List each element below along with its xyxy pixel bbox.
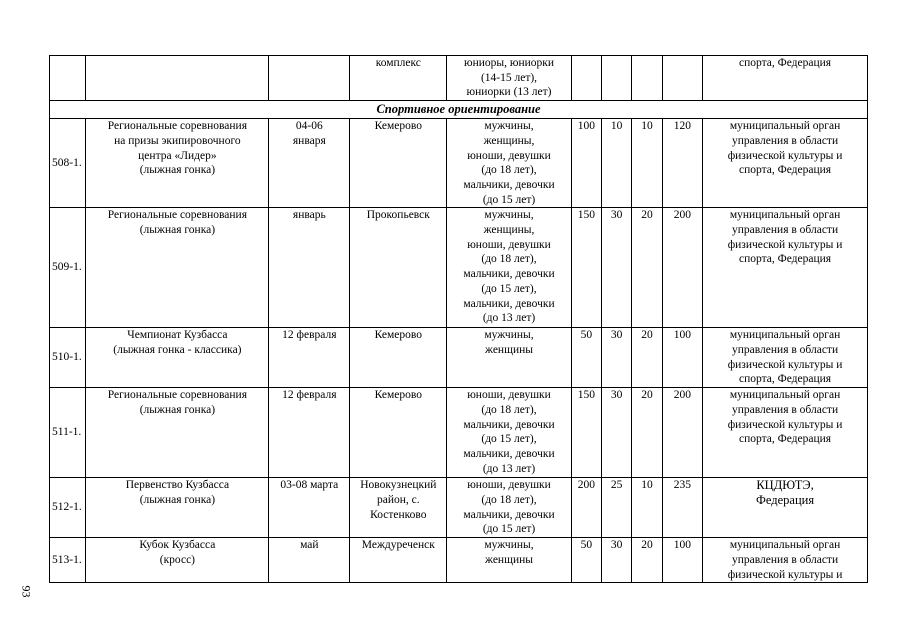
cell-line: Костенково xyxy=(370,508,427,521)
cell-line: Региональные соревнования xyxy=(107,209,247,222)
cell-line: январь xyxy=(292,209,326,222)
cell-line: физической культуры и xyxy=(727,568,843,581)
cell-count: 30 xyxy=(602,388,632,478)
cell-name xyxy=(86,119,269,208)
cell-line: юноши, девушки xyxy=(467,479,551,492)
cell-line: физической культуры и xyxy=(727,358,843,371)
cell-count: 20 xyxy=(632,538,662,583)
cell-organizer xyxy=(703,56,868,101)
cell-line: Междуреченск xyxy=(361,539,435,552)
cell-line: управления в области xyxy=(732,404,839,417)
cell-line: (кросс) xyxy=(159,554,196,567)
cell-line: (до 13 лет) xyxy=(482,312,536,325)
cell-line: юниоры, юниорки xyxy=(463,57,555,69)
cell-line: 12 февраля xyxy=(282,389,337,402)
cell-line: (лыжная гонка) xyxy=(139,404,216,417)
cell-place xyxy=(350,388,447,478)
cell-line: 12 февраля xyxy=(282,329,337,342)
cell-num: 509-1. xyxy=(50,208,86,328)
cell-line: спорта, Федерация xyxy=(739,57,832,69)
cell-line: управления в области xyxy=(732,554,839,567)
cell-date xyxy=(269,478,350,538)
cell-name xyxy=(86,208,269,328)
section-row xyxy=(50,101,868,119)
cell-total: 120 xyxy=(662,119,702,208)
cell-num: 508-1. xyxy=(50,119,86,208)
cell-line: (до 18 лет), xyxy=(481,404,537,417)
cell-line: мужчины, xyxy=(484,120,534,133)
cell-total xyxy=(662,56,702,101)
cell-participants xyxy=(447,328,571,388)
cell-organizer xyxy=(703,388,868,478)
cell-line: мужчины, xyxy=(484,209,534,222)
cell-line: мальчики, девочки xyxy=(463,418,555,431)
cell-num: 512-1. xyxy=(50,478,86,538)
cell-line: юноши, девушки xyxy=(467,238,551,251)
cell-date xyxy=(269,208,350,328)
cell-count: 30 xyxy=(602,538,632,583)
cell-count: 30 xyxy=(602,328,632,388)
cell-participants xyxy=(447,538,571,583)
cell-name xyxy=(86,538,269,583)
cell-line: физической культуры и xyxy=(727,149,843,162)
cell-name xyxy=(86,388,269,478)
cell-line: женщины xyxy=(485,554,533,567)
cell-line: юноши, девушки xyxy=(467,149,551,162)
table-row xyxy=(50,478,868,538)
cell-line: Кемерово xyxy=(374,120,422,133)
cell-line: май xyxy=(300,539,319,552)
cell-name xyxy=(86,328,269,388)
cell-line: центра «Лидер» xyxy=(138,149,217,162)
cell-count: 10 xyxy=(632,119,662,208)
cell-line: мужчины, xyxy=(484,329,534,342)
cell-line: Кемерово xyxy=(374,389,422,402)
cell-count: 10 xyxy=(632,478,662,538)
cell-count: 30 xyxy=(602,208,632,328)
cell-place xyxy=(350,328,447,388)
cell-place xyxy=(350,478,447,538)
table-row-continued xyxy=(50,56,868,101)
cell-total: 200 xyxy=(662,208,702,328)
cell-line: (лыжная гонка - классика) xyxy=(113,344,242,357)
cell-line: (до 18 лет), xyxy=(481,164,537,177)
cell-date xyxy=(269,328,350,388)
cell-organizer xyxy=(703,538,868,583)
cell-line: (лыжная гонка) xyxy=(139,224,216,237)
cell-line: юноши, девушки xyxy=(467,389,551,402)
table-row xyxy=(50,328,868,388)
cell-line: Кемерово xyxy=(374,329,422,342)
cell-line: мальчики, девочки xyxy=(463,508,555,521)
cell-line: (до 15 лет) xyxy=(482,523,536,536)
cell-line: Первенство Кузбасса xyxy=(125,479,230,492)
cell-line: 04-06 xyxy=(295,120,323,133)
cell-num xyxy=(50,56,86,101)
cell-line: физической культуры и xyxy=(727,238,843,251)
cell-num: 510-1. xyxy=(50,328,86,388)
cell-total: 100 xyxy=(662,538,702,583)
table-row xyxy=(50,538,868,583)
cell-organizer xyxy=(703,478,868,538)
cell-count: 150 xyxy=(571,208,601,328)
cell-line: (до 15 лет) xyxy=(482,193,536,206)
events-table xyxy=(49,55,868,583)
cell-line: женщины, xyxy=(483,224,535,237)
cell-line: (до 18 лет), xyxy=(481,253,537,266)
cell-line: (до 13 лет) xyxy=(482,462,536,475)
cell-count: 150 xyxy=(571,388,601,478)
cell-line: спорта, Федерация xyxy=(739,433,832,446)
cell-line: Региональные соревнования xyxy=(107,120,247,133)
cell-line: (лыжная гонка) xyxy=(139,494,216,507)
cell-line: мальчики, девочки xyxy=(463,268,555,281)
cell-participants xyxy=(447,478,571,538)
cell-line: (до 15 лет), xyxy=(481,282,537,295)
cell-total: 235 xyxy=(662,478,702,538)
cell-participants xyxy=(447,119,571,208)
cell-count: 50 xyxy=(571,328,601,388)
cell-line: район, с. xyxy=(376,494,420,507)
cell-organizer xyxy=(703,328,868,388)
cell-organizer xyxy=(703,119,868,208)
cell-count xyxy=(632,56,662,101)
cell-count xyxy=(571,56,601,101)
cell-line: мальчики, девочки xyxy=(463,448,555,461)
cell-name xyxy=(86,56,269,101)
cell-line: мальчики, девочки xyxy=(463,297,555,310)
cell-place: комплекс xyxy=(350,56,447,101)
cell-num: 511-1. xyxy=(50,388,86,478)
cell-line: управления в области xyxy=(732,344,839,357)
cell-line: (до 15 лет), xyxy=(481,433,537,446)
cell-count: 20 xyxy=(632,208,662,328)
cell-line: муниципальный орган xyxy=(729,389,841,402)
cell-line: Кубок Кузбасса xyxy=(139,539,216,552)
table-row xyxy=(50,388,868,478)
cell-line: января xyxy=(292,134,326,147)
cell-line: (14-15 лет), xyxy=(480,71,538,84)
cell-line: муниципальный орган xyxy=(729,209,841,222)
cell-line: спорта, Федерация xyxy=(739,164,832,177)
cell-line: женщины xyxy=(485,344,533,357)
cell-participants xyxy=(447,208,571,328)
cell-count: 20 xyxy=(632,328,662,388)
cell-line: Федерация xyxy=(756,493,815,508)
cell-num: 513-1. xyxy=(50,538,86,583)
cell-name xyxy=(86,478,269,538)
cell-line: КЦДЮТЭ, xyxy=(756,478,814,493)
cell-date xyxy=(269,538,350,583)
cell-line: Региональные соревнования xyxy=(107,389,247,402)
cell-line: юниорки (13 лет) xyxy=(466,86,552,99)
cell-count: 25 xyxy=(602,478,632,538)
cell-line: (лыжная гонка) xyxy=(139,164,216,177)
cell-line: Чемпионат Кузбасса xyxy=(127,329,228,342)
cell-line: управления в области xyxy=(732,224,839,237)
page-number: 93 xyxy=(19,585,34,598)
cell-participants xyxy=(447,388,571,478)
cell-place xyxy=(350,208,447,328)
cell-line: управления в области xyxy=(732,134,839,147)
cell-line: спорта, Федерация xyxy=(739,373,832,386)
cell-line: спорта, Федерация xyxy=(739,253,832,266)
cell-line: физической культуры и xyxy=(727,418,843,431)
cell-line: муниципальный орган xyxy=(729,120,841,133)
section-title: Спортивное ориентирование xyxy=(50,101,868,119)
cell-place xyxy=(350,538,447,583)
cell-date xyxy=(269,56,350,101)
cell-line: на призы экипировочного xyxy=(114,134,241,147)
cell-organizer xyxy=(703,208,868,328)
cell-line: Новокузнецкий xyxy=(360,479,437,492)
cell-line: мужчины, xyxy=(484,539,534,552)
cell-date xyxy=(269,119,350,208)
table-row xyxy=(50,119,868,208)
table-row xyxy=(50,208,868,328)
cell-line: женщины, xyxy=(483,134,535,147)
cell-date xyxy=(269,388,350,478)
cell-total: 100 xyxy=(662,328,702,388)
cell-place xyxy=(350,119,447,208)
cell-line: Прокопьевск xyxy=(366,209,430,222)
cell-line: 03-08 марта xyxy=(280,479,339,492)
cell-count: 100 xyxy=(571,119,601,208)
cell-count: 200 xyxy=(571,478,601,538)
cell-participants xyxy=(447,56,571,101)
cell-line: (до 18 лет), xyxy=(481,494,537,507)
cell-count: 50 xyxy=(571,538,601,583)
cell-count xyxy=(602,56,632,101)
cell-line: муниципальный орган xyxy=(729,329,841,342)
cell-line: муниципальный орган xyxy=(729,539,841,552)
cell-count: 20 xyxy=(632,388,662,478)
cell-count: 10 xyxy=(602,119,632,208)
cell-total: 200 xyxy=(662,388,702,478)
cell-line: мальчики, девочки xyxy=(463,178,555,191)
